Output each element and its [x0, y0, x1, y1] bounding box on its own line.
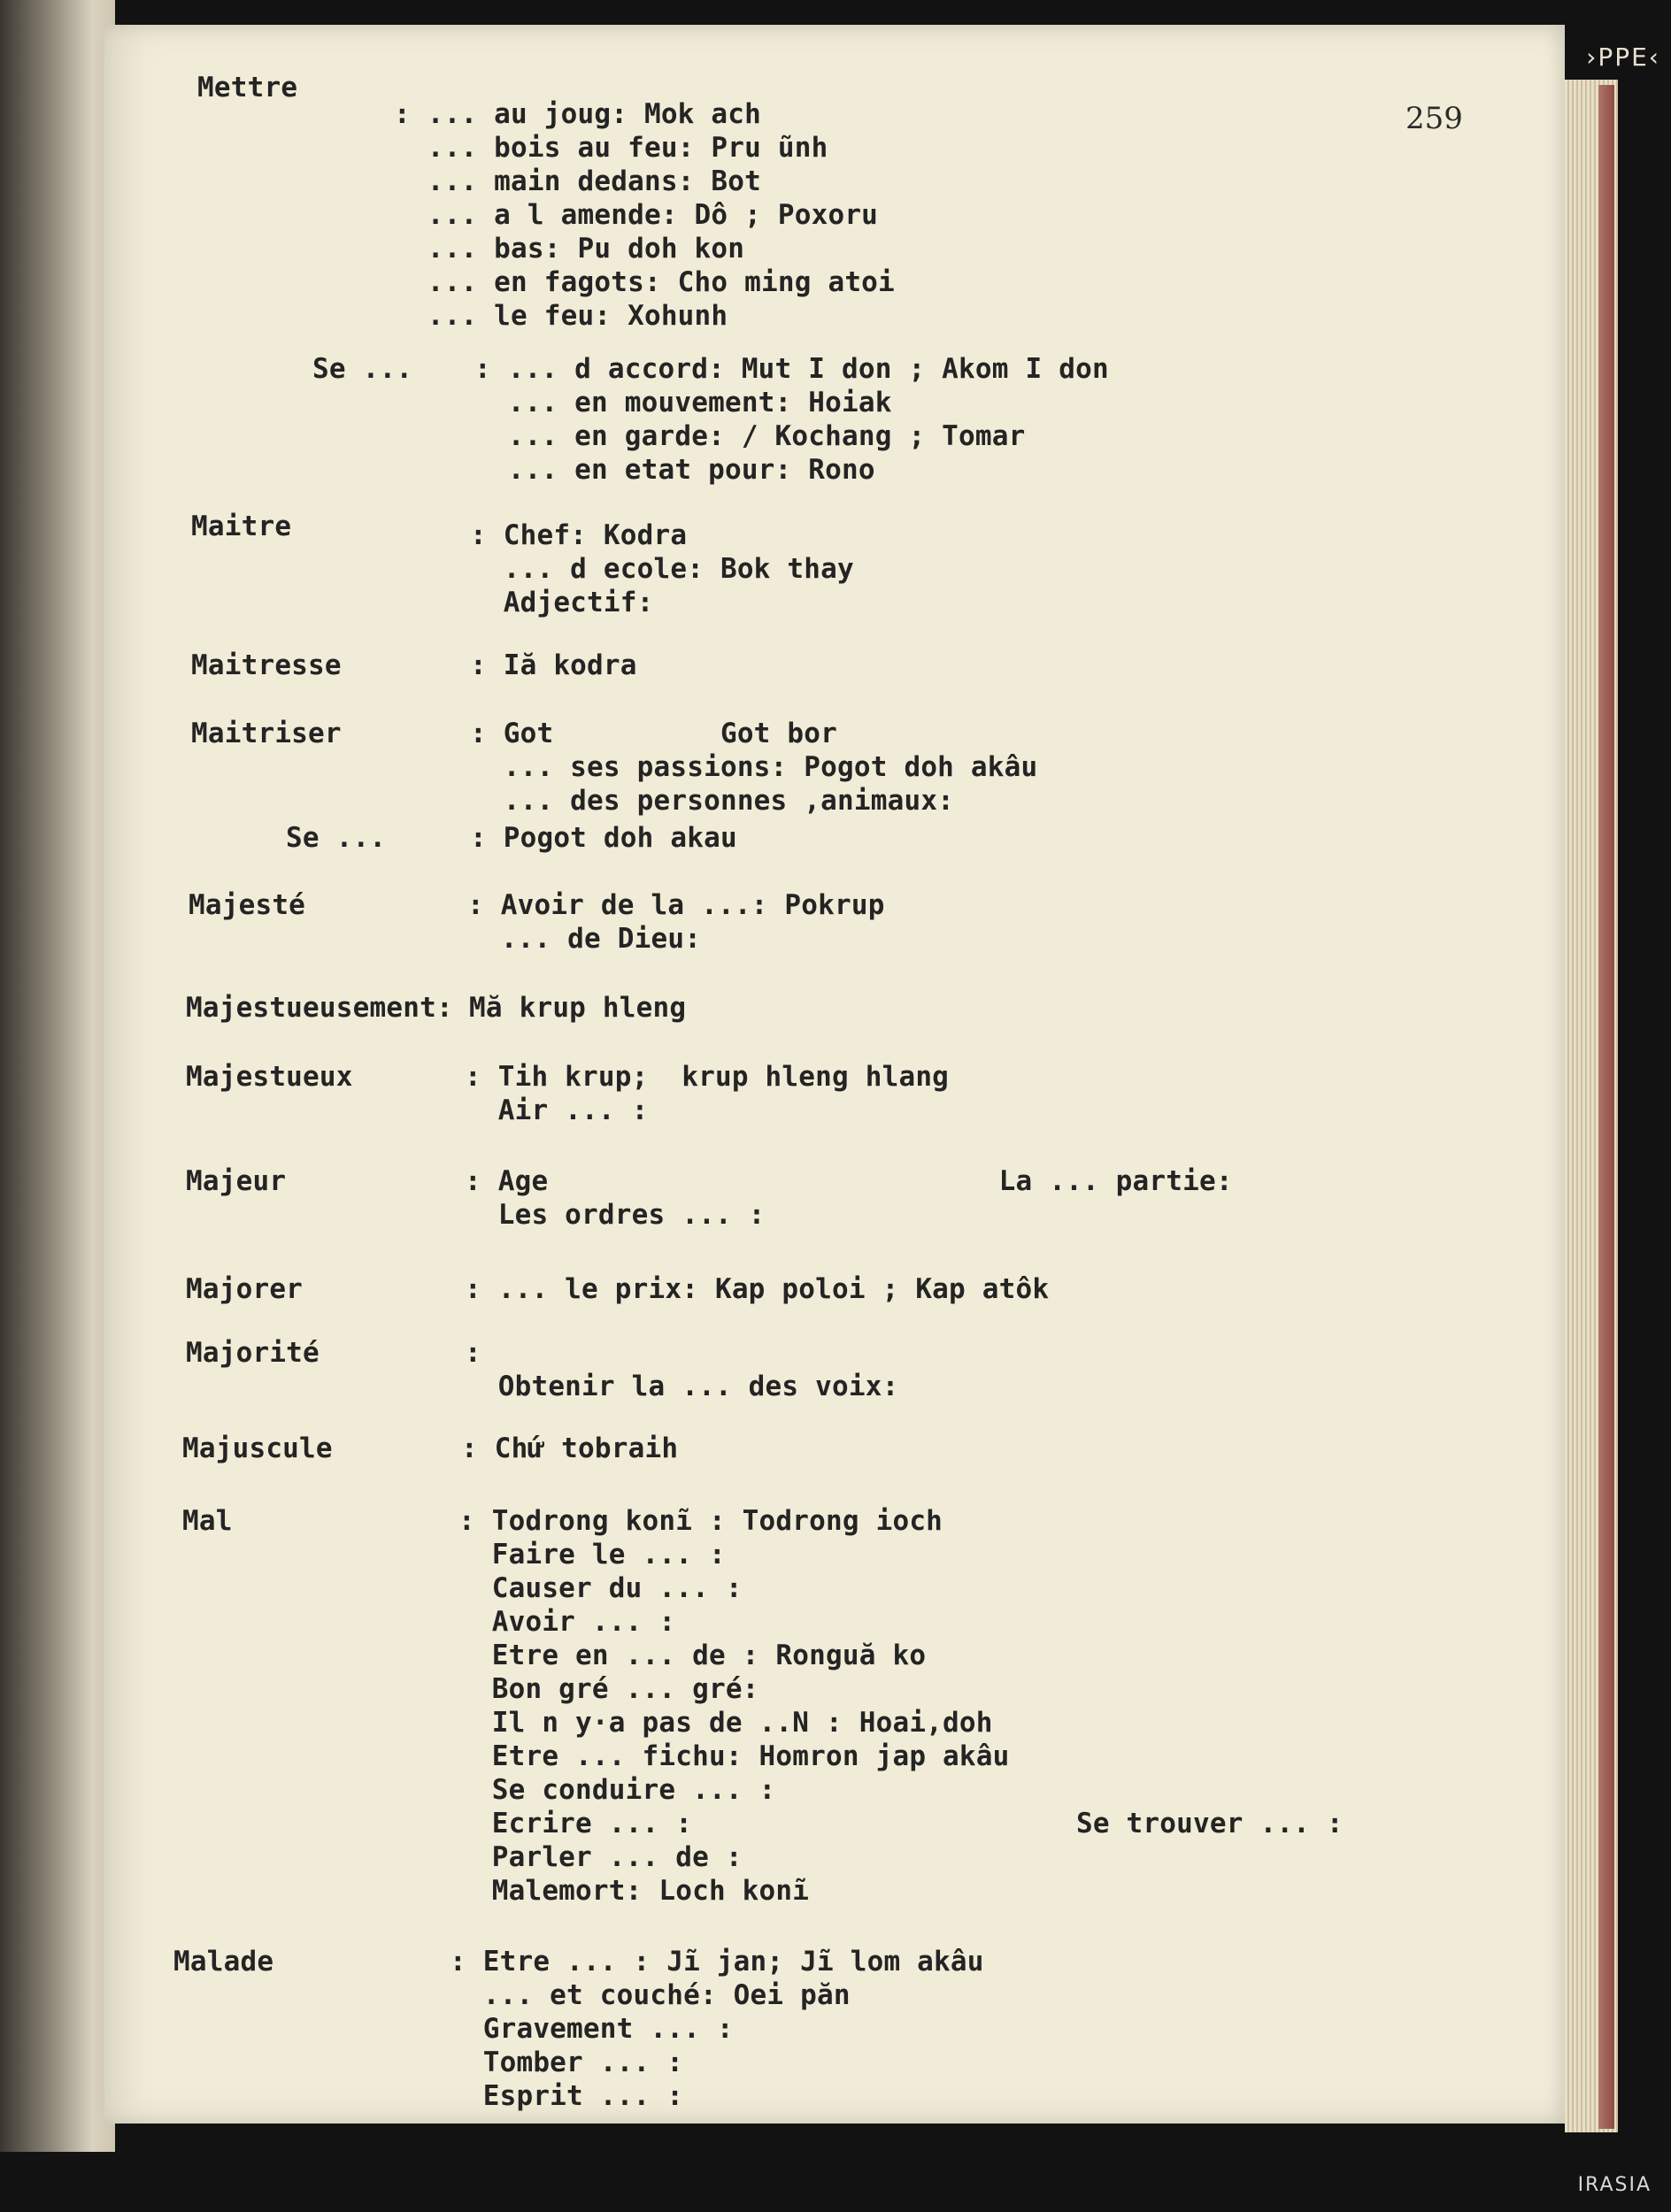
- entry-line: Adjectif:: [470, 587, 654, 618]
- entry-line: Gravement ... :: [450, 2013, 734, 2045]
- entry-line: : ... le prix: Kap poloi ; Kap atôk: [465, 1273, 1050, 1305]
- entry-line: Il n y·a pas de ..N : Hoai,doh: [458, 1707, 993, 1739]
- entry-term: Majestueusement:: [186, 992, 453, 1024]
- document-page: [104, 25, 1565, 2124]
- entry-term: Maitre: [191, 511, 292, 542]
- entry-line: ... et couché: Oei păn: [450, 1979, 851, 2011]
- entry-line: Parler ... de :: [458, 1841, 743, 1873]
- entry-line: Avoir ... :: [458, 1606, 676, 1638]
- entry-line: ... d ecole: Bok thay: [470, 553, 854, 585]
- entry-line: : Iă kodra: [470, 649, 637, 681]
- entry-term: Majorité: [186, 1337, 320, 1369]
- entry-line: Etre en ... de : Ronguă ko: [458, 1640, 927, 1671]
- entry-term: Majestueux: [186, 1061, 353, 1093]
- entry-line: : Todrong konĩ : Todrong ioch: [458, 1505, 943, 1537]
- entry-line: Bon gré ... gré:: [458, 1673, 759, 1705]
- entry-line: ... main dedans: Bot: [394, 165, 761, 197]
- entry-line: ... en garde: / Kochang ; Tomar: [474, 420, 1026, 452]
- entry-line: : Chef: Kodra: [470, 519, 688, 551]
- page-number: 259: [1405, 101, 1463, 136]
- entry-term: Mal: [182, 1505, 233, 1537]
- entry-line: Obtenir la ... des voix:: [465, 1371, 899, 1402]
- entry-line: Mă krup hleng: [469, 992, 687, 1024]
- entry-line: : Got Got bor: [470, 718, 837, 749]
- entry-line: Tomber ... :: [450, 2047, 684, 2078]
- entry-line: Causer du ... :: [458, 1572, 743, 1604]
- entry-line: ... bois au feu: Pru ũnh: [394, 132, 828, 164]
- entry-term: Se ...: [312, 353, 413, 385]
- entry-term: Maitresse: [191, 649, 342, 681]
- entry-line: Air ... :: [465, 1094, 649, 1126]
- entry-line: ... en etat pour: Rono: [474, 454, 875, 486]
- entry-line: Faire le ... :: [458, 1539, 726, 1571]
- entry-line: Ecrire ... : Se trouver ... :: [458, 1808, 1344, 1839]
- entry-term: Malade: [173, 1946, 274, 1978]
- entry-line: ... ses passions: Pogot doh akâu: [470, 751, 1038, 783]
- archive-label: IRASIA: [1577, 2174, 1652, 2196]
- entry-line: ... le feu: Xohunh: [394, 300, 728, 332]
- entry-term: Se ...: [286, 822, 387, 854]
- entry-line: :: [465, 1337, 481, 1369]
- entry-line: : Chứ tobraih: [461, 1432, 679, 1464]
- entry-line: : Etre ... : Jĩ jan; Jĩ lom akâu: [450, 1946, 984, 1978]
- entry-line: ... a l amende: Dô ; Poxoru: [394, 199, 879, 231]
- entry-term: Majesté: [189, 889, 306, 921]
- entry-line: Malemort: Loch konĩ: [458, 1875, 810, 1907]
- entry-line: : Pogot doh akau: [470, 822, 737, 854]
- entry-line: ... des personnes ,animaux:: [470, 785, 955, 817]
- spine-mark: ›PPE‹: [1586, 42, 1660, 72]
- entry-line: : Age La ... partie:: [465, 1165, 1233, 1197]
- entry-line: ... de Dieu:: [467, 923, 702, 955]
- entry-line: Esprit ... :: [450, 2080, 684, 2112]
- entry-line: : Avoir de la ...: Pokrup: [467, 889, 885, 921]
- left-page-edge: [0, 0, 115, 2152]
- red-page-edge: [1598, 85, 1614, 2129]
- dictionary-entries: [104, 25, 1565, 2124]
- entry-line: ... en mouvement: Hoiak: [474, 387, 892, 419]
- entry-line: Les ordres ... :: [465, 1199, 766, 1231]
- entry-term: Mettre: [197, 72, 298, 104]
- entry-line: : ... d accord: Mut I don ; Akom I don: [474, 353, 1109, 385]
- entry-line: ... en fagots: Cho ming atoi: [394, 266, 895, 298]
- entry-term: Majorer: [186, 1273, 304, 1305]
- entry-line: Etre ... fichu: Homron jap akâu: [458, 1740, 1010, 1772]
- entry-term: Maitriser: [191, 718, 342, 749]
- entry-line: : Tih krup; krup hleng hlang: [465, 1061, 950, 1093]
- entry-line: : ... au joug: Mok ach: [394, 98, 761, 130]
- entry-line: ... bas: Pu doh kon: [394, 233, 745, 265]
- entry-line: Se conduire ... :: [458, 1774, 776, 1806]
- entry-term: Majeur: [186, 1165, 287, 1197]
- entry-term: Majuscule: [182, 1432, 333, 1464]
